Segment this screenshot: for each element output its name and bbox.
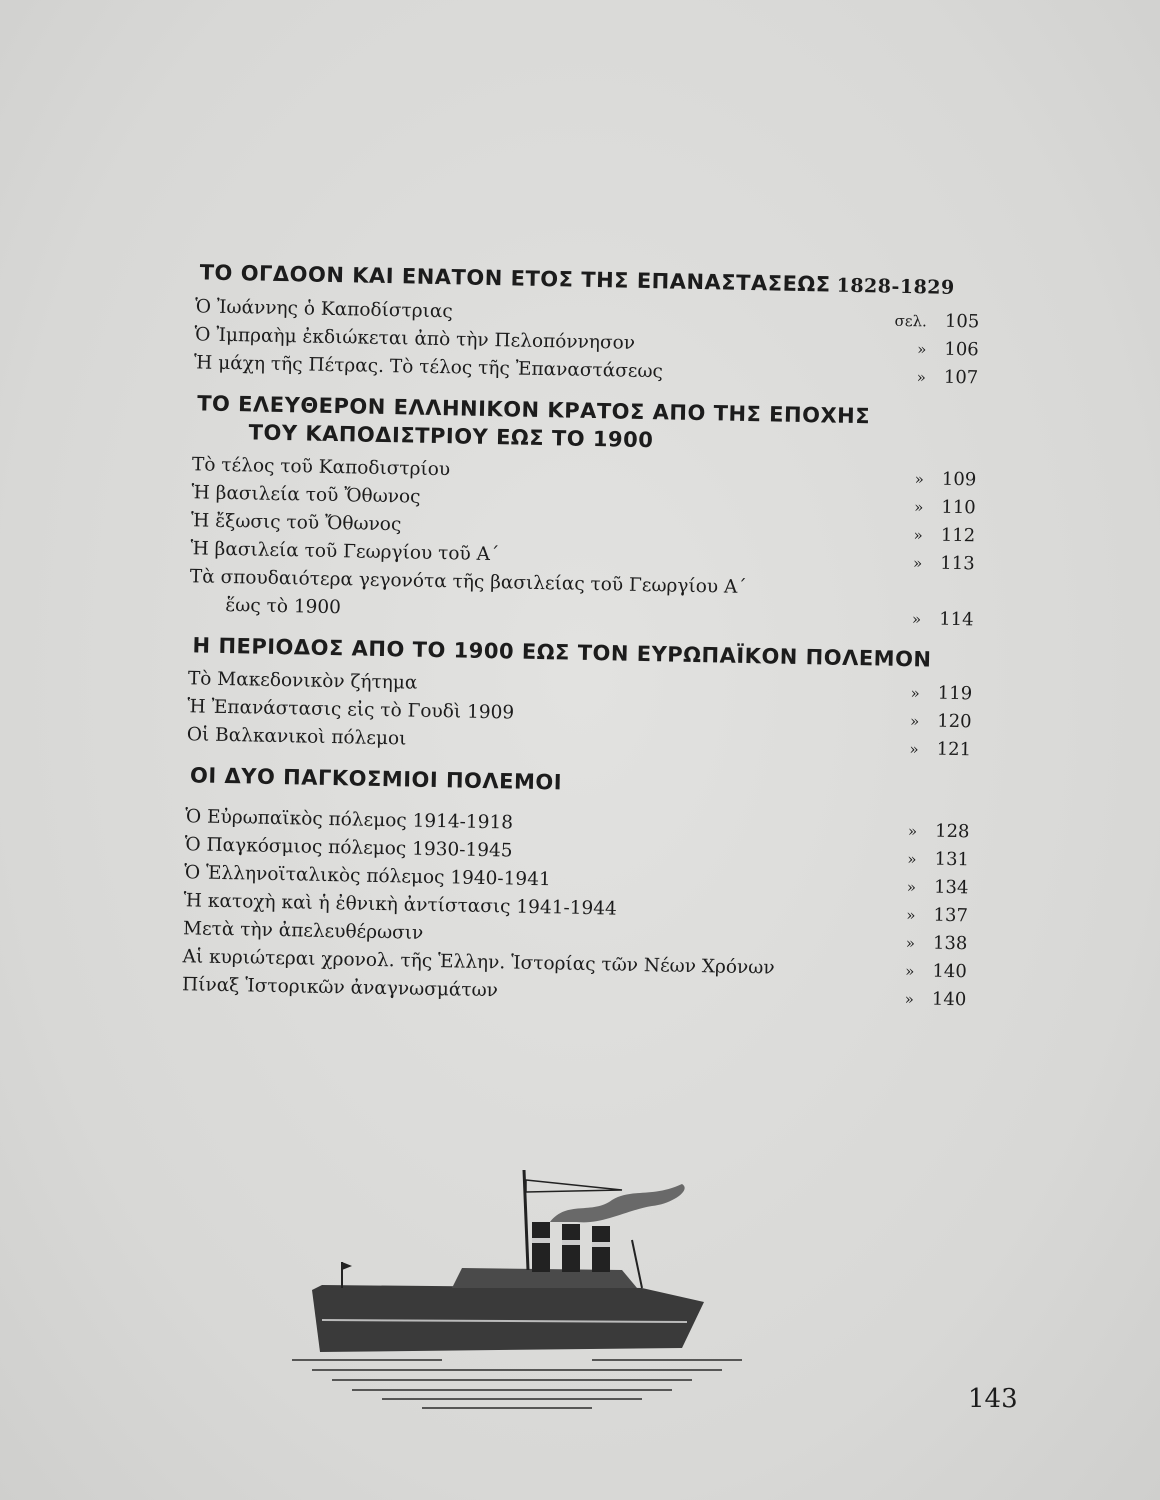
page-number: 112 [940,524,976,547]
ditto-mark: » [913,498,924,517]
entry-label: Ὁ Εὐρωπαϊκὸς πόλεμος 1914-1918 [185,806,514,834]
entry-label: Ἡ βασιλεία τοῦ Γεωργίου τοῦ Α΄ [190,538,500,566]
entry-label: Ὁ Ἰωάννης ὁ Καποδίστριας [194,296,453,323]
entry-label: Ὁ Ἑλληνοϊταλικὸς πόλεμος 1940-1941 [183,862,551,891]
page-prefix: σελ. [894,311,928,331]
section-title: ΤΟ ΕΛΕΥΘΕΡΟΝ ΕΛΛΗΝΙΚΟΝ ΚΡΑΤΟΣ ΑΠΟ ΤΗΣ ΕΠΟΧΗΣ ΤΟΥ ΚΑΠΟΔΙΣΤΡΙΟΥ ΕΩΣ ΤΟ 1900 [196,391,871,453]
page-number: 105 [944,310,980,333]
ditto-mark: » [916,368,927,387]
stern-flag [342,1262,352,1270]
page-number: 114 [939,608,974,631]
page-number: 119 [937,682,973,705]
pennant-flag [526,1180,622,1192]
page-number-folio: 143 [968,1384,1018,1414]
ditto-mark: » [906,906,916,925]
entry-label: Ἡ Ἐπανάστασις εἰς τὸ Γουδὶ 1909 [187,696,515,724]
ditto-mark: » [910,684,920,703]
ditto-mark: » [905,962,915,981]
sea-waves [292,1360,742,1408]
funnel [532,1222,550,1272]
entry-label: Μετὰ τὴν ἀπελευθέρωσιν [182,918,424,944]
page-number: 131 [934,848,970,871]
entry-label: Τὸ τέλος τοῦ Καποδιστρίου [191,454,451,481]
entry-label: Ἡ βασιλεία τοῦ Ὄθωνος [191,482,421,508]
page-number: 110 [941,496,976,519]
page-number: 134 [933,876,969,899]
toc-section [171,389,995,635]
page-number: 137 [933,904,969,927]
section-title: ΤΟ ΟΓΔΟΟΝ ΚΑΙ ΕΝΑΤΟΝ ΕΤΟΣ ΤΗΣ ΕΠΑΝΑΣΤΑΣΕΩΣ 1828-1829 [199,260,955,299]
page-number: 113 [940,552,975,575]
ditto-mark: » [905,934,916,953]
toc-section [169,631,991,765]
ditto-mark: » [909,712,920,731]
ditto-mark: » [909,740,919,759]
ditto-mark: » [906,878,917,897]
ditto-mark: » [904,990,915,1009]
funnel [592,1226,610,1272]
ditto-mark: » [911,610,922,629]
ship-hull [312,1285,704,1352]
page-number: 121 [936,738,972,761]
page-number: 128 [934,820,970,843]
ditto-mark: » [914,470,925,489]
section-years: 1828-1829 [836,274,955,299]
page-number: 140 [932,960,968,983]
section-title: Η ΠΕΡΙΟΔΟΣ ΑΠΟ ΤΟ 1900 ΕΩΣ ΤΟΝ ΕΥΡΩΠΑΪΚΟΝ ΠΟΛΕΜΟΝ [192,633,932,672]
page-number: 109 [941,468,977,491]
table-of-contents [164,258,998,1027]
ditto-mark: » [917,340,927,359]
entry-label-continuation: ἕως τὸ 1900 [225,594,342,619]
entry-label: Ὁ Ἰμπραὴμ ἐκδιώκεται ἀπὸ τὴν Πελοπόννησον [194,324,636,354]
page-number: 120 [937,710,972,733]
toc-section [164,761,988,1015]
steamship-illustration [292,1170,742,1420]
page-number: 138 [932,932,968,955]
entry-label: Πίναξ Ἱστορικῶν ἀναγνωσμάτων [181,974,499,1002]
section-title: ΟΙ ΔΥΟ ΠΑΓΚΟΣΜΙΟΙ ΠΟΛΕΜΟΙ [189,763,563,795]
page-number: 106 [944,338,979,361]
entry-label: Ἡ μάχη τῆς Πέτρας. Τὸ τέλος τῆς Ἐπαναστάσεως [193,352,664,383]
entry-label: Τὰ σπουδαιότερα γεγονότα τῆς βασιλείας τοῦ Γεωργίου Α΄ ἕως τὸ 1900 [189,563,872,632]
ditto-mark: » [912,554,923,573]
entry-label: Ἡ κατοχὴ καὶ ἡ ἐθνικὴ ἀντίστασις 1941-1944 [183,890,618,920]
entry-label: Τὸ Μακεδονικὸν ζήτημα [187,668,418,694]
funnel [562,1224,580,1272]
ditto-mark: » [907,822,918,841]
page-number: 140 [931,988,967,1011]
ditto-mark: » [907,850,917,869]
toc-section [176,258,998,393]
entry-label: Ἡ ἔξωσις τοῦ Ὄθωνος [190,510,402,536]
ditto-mark: » [913,526,923,545]
entry-label: Οἱ Βαλκανικοὶ πόλεμοι [186,724,407,750]
page-number: 107 [943,366,979,389]
entry-label: Αἱ κυριώτεραι χρονολ. τῆς Ἑλλην. Ἱστορίας τῶν Νέων Χρόνων [182,946,775,979]
entry-label: Ὁ Παγκόσμιος πόλεμος 1930-1945 [184,834,513,862]
